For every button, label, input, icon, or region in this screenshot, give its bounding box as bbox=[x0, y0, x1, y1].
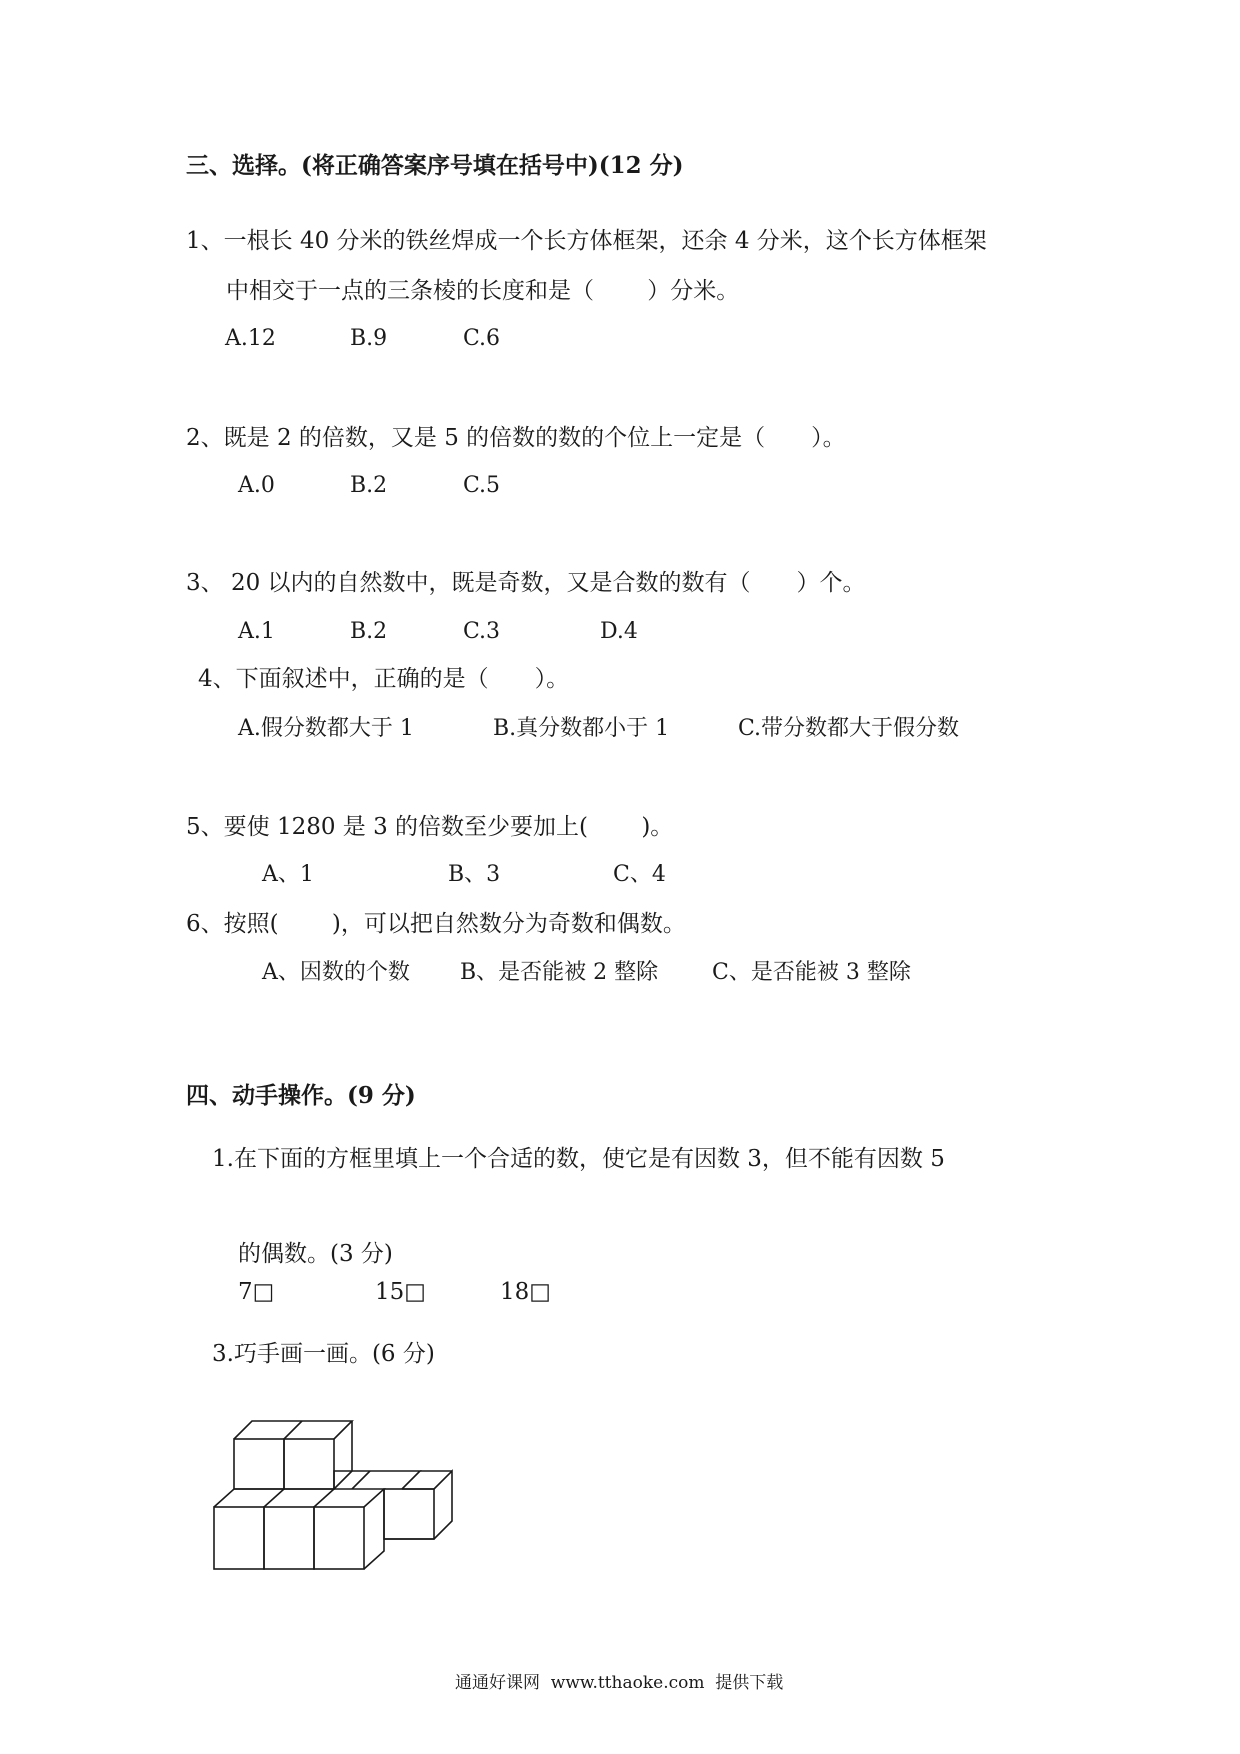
question-5-option-c: C、4 bbox=[613, 862, 666, 887]
question-6-option-b: B、是否能被 2 整除 bbox=[460, 960, 659, 985]
cube-stack-figure bbox=[200, 1413, 460, 1588]
question-6-option-c: C、是否能被 3 整除 bbox=[712, 960, 911, 985]
section-4-heading: 四、动手操作。(9 分) bbox=[186, 1082, 416, 1109]
fill-box-3: 18□ bbox=[500, 1279, 551, 1305]
question-2-option-a: A.0 bbox=[238, 473, 275, 498]
question-5-option-b: B、3 bbox=[448, 862, 501, 887]
question-1-option-c: C.6 bbox=[463, 326, 501, 351]
question-4-option-c: C.带分数都大于假分数 bbox=[738, 716, 960, 741]
operation-question-1-line-2: 的偶数。(3 分) bbox=[238, 1241, 393, 1267]
question-4-option-b: B.真分数都小于 1 bbox=[493, 716, 670, 741]
page-footer: 通通好课网 www.tthaoke.com 提供下载 bbox=[455, 1673, 784, 1693]
fill-box-1: 7□ bbox=[238, 1279, 275, 1305]
question-5-line-1: 5、要使 1280 是 3 的倍数至少要加上( )。 bbox=[186, 814, 674, 840]
operation-question-1-line-1: 1.在下面的方框里填上一个合适的数，使它是有因数 3，但不能有因数 5 bbox=[212, 1146, 945, 1172]
question-6-line-1: 6、按照( )，可以把自然数分为奇数和偶数。 bbox=[186, 911, 686, 937]
question-4-option-a: A.假分数都大于 1 bbox=[238, 716, 414, 741]
question-3-option-d: D.4 bbox=[600, 619, 638, 644]
question-3-option-c: C.3 bbox=[463, 619, 501, 644]
question-2-option-b: B.2 bbox=[350, 473, 388, 498]
question-6-option-a: A、因数的个数 bbox=[262, 960, 410, 985]
question-2-line-1: 2、既是 2 的倍数，又是 5 的倍数的数的个位上一定是（ ）。 bbox=[186, 425, 846, 451]
question-1-line-2: 中相交于一点的三条棱的长度和是（ ）分米。 bbox=[226, 278, 740, 304]
question-5-option-a: A、1 bbox=[262, 862, 314, 887]
question-3-option-a: A.1 bbox=[238, 619, 275, 644]
question-1-option-b: B.9 bbox=[350, 326, 388, 351]
question-1-option-a: A.12 bbox=[225, 326, 276, 351]
fill-box-2: 15□ bbox=[375, 1279, 426, 1305]
question-3-line-1: 3、 20 以内的自然数中，既是奇数，又是合数的数有（ ）个。 bbox=[186, 570, 866, 596]
question-4-line-1: 4、下面叙述中，正确的是（ ）。 bbox=[198, 666, 570, 692]
question-1-line-1: 1、一根长 40 分米的铁丝焊成一个长方体框架，还余 4 分米，这个长方体框架 bbox=[186, 228, 987, 254]
operation-question-3-line-1: 3.巧手画一画。(6 分) bbox=[212, 1341, 435, 1367]
question-3-option-b: B.2 bbox=[350, 619, 388, 644]
section-3-heading: 三、选择。(将正确答案序号填在括号中)(12 分) bbox=[186, 152, 684, 179]
question-2-option-c: C.5 bbox=[463, 473, 501, 498]
